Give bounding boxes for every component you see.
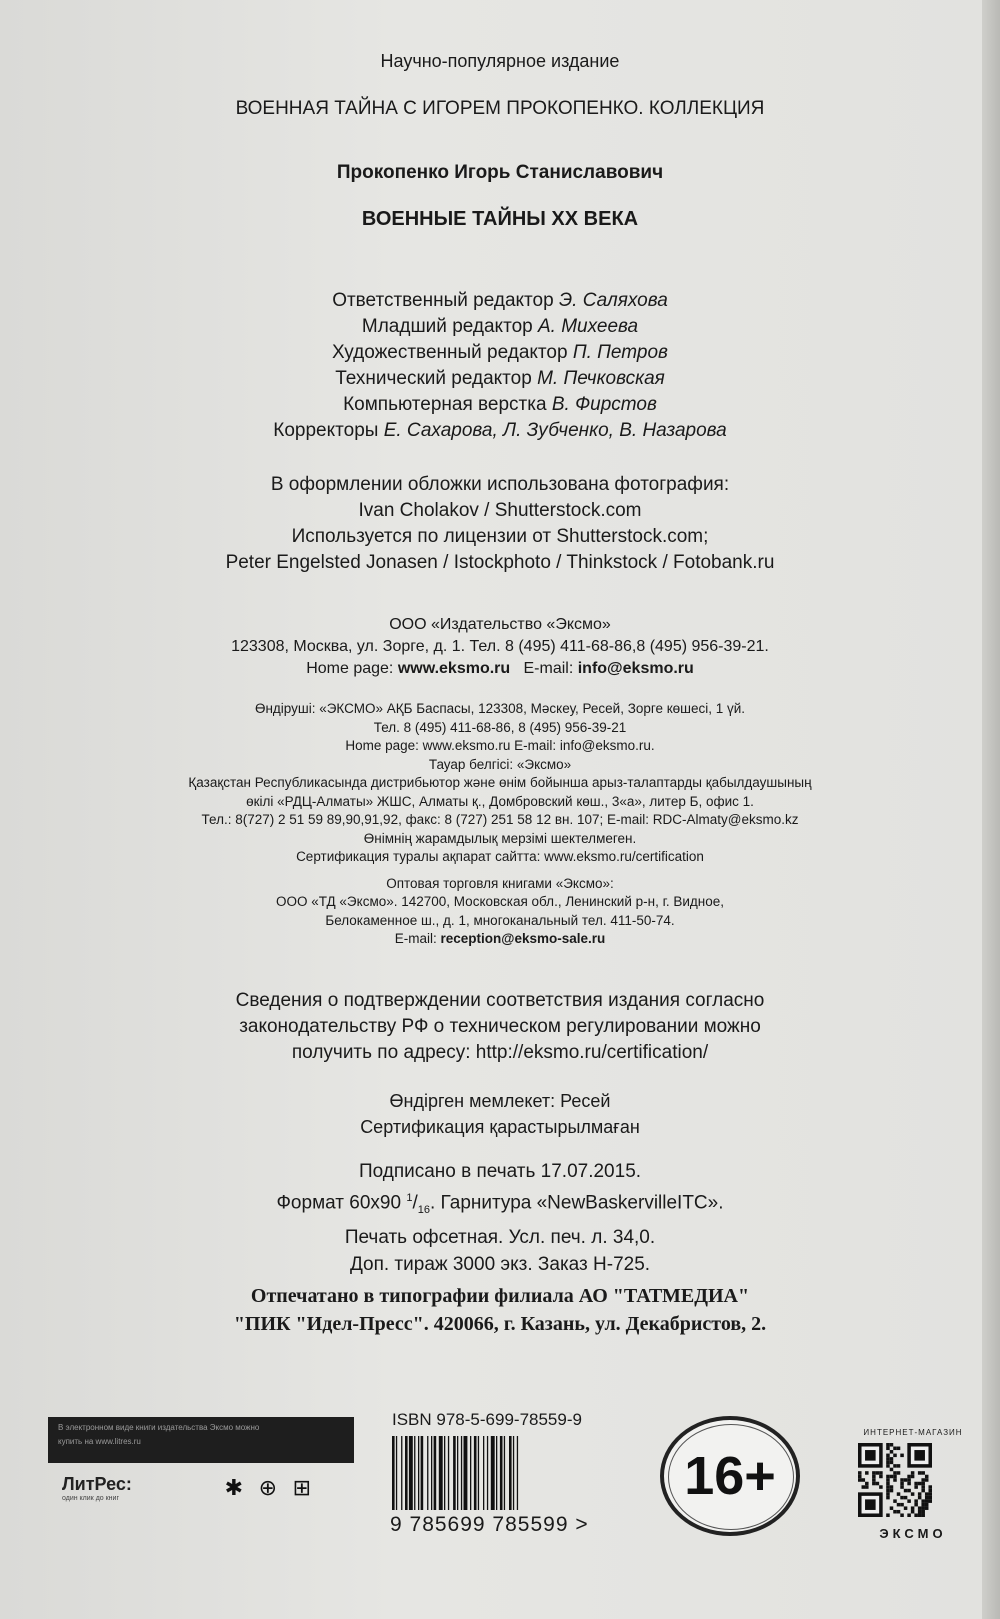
barcode-bar: [453, 1436, 456, 1510]
qr-module: [907, 1482, 911, 1486]
barcode-bar: [448, 1436, 449, 1510]
qr-module: [872, 1471, 876, 1475]
kazakh-distribution-info: Өндіруші: «ЭКСМО» АҚБ Баспасы, 123308, Мәскеу, Ресей, Зорге көшесі, 1 үй. Тел. 8 (495) 411-68-86, 8 (495) 956-39-21 Home page: www.eksmo.ru E-mail: info@eksmo.ru. Тауар белгісі: «Эксмо» Қазақстан Республикасында дистрибьютор және өнім бойынша арыз-талаптарды қабылдаушының өкілі «РДЦ-Алматы» ЖШС, Алматы қ., Домбровский көш., 3«а», литер Б, офис 1. Тел.: 8(727) 2 51 59 89,90,91,92, факс: 8 (727) 251 58 12 вн. 107; E-mail: RDC-Almaty@eksmo.kz Өнімнің жарамдылық мерзімі шектелмеген. Сертификация туралы ақпарат сайтта: www.eksmo.ru/certification Оптовая торговля книгами «Эксмо»: ООО «ТД «Эксмо». 142700, Московская обл., Ленинский р-н, г. Видное, Белокаменное ш., д. 1, многоканальный тел. 411-50-74. E-mail: reception@eksmo-sale.ru: [188, 701, 812, 946]
qr-module: [886, 1478, 890, 1482]
android-icon: ✱: [224, 1475, 244, 1500]
publisher-homepage-link[interactable]: www.eksmo.ru: [397, 660, 511, 677]
qr-module: [921, 1499, 925, 1503]
qr-module: [893, 1475, 897, 1479]
series-line: ВОЕННАЯ ТАЙНА С ИГОРЕМ ПРОКОПЕНКО. КОЛЛЕКЦИЯ: [235, 98, 765, 119]
qr-module: [900, 1503, 904, 1507]
qr-module: [890, 1468, 894, 1472]
qr-module: [890, 1485, 894, 1489]
barcode-bar: [427, 1436, 428, 1510]
isbn-block: [390, 1410, 630, 1537]
barcode-bar: [421, 1436, 424, 1510]
qr-module: [904, 1478, 908, 1482]
qr-module: [886, 1475, 890, 1479]
shop-label: ИНТЕРНЕТ-МАГАЗИН: [863, 1428, 963, 1437]
qr-module: [897, 1471, 901, 1475]
barcode-bar: [439, 1436, 443, 1510]
qr-module: [890, 1457, 894, 1461]
qr-module: [886, 1447, 890, 1451]
barcode-bar: [517, 1436, 518, 1510]
qr-module: [865, 1499, 876, 1510]
qr-module: [900, 1454, 904, 1458]
qr-module: [890, 1475, 894, 1479]
qr-module: [897, 1447, 901, 1451]
qr-module: [921, 1513, 925, 1517]
author-name: Прокопенко Игорь Станиславович: [336, 162, 664, 183]
qr-module: [928, 1499, 932, 1503]
qr-module: [900, 1513, 904, 1517]
qr-module: [921, 1471, 925, 1475]
qr-module: [918, 1506, 922, 1510]
qr-module: [914, 1485, 918, 1489]
qr-module: [862, 1485, 866, 1489]
qr-module: [865, 1485, 869, 1489]
staff-row: Технический редактор М. Печковская: [335, 368, 665, 389]
barcode-bar: [405, 1436, 408, 1510]
qr-module: [886, 1496, 890, 1500]
publisher-email-link[interactable]: info@eksmo.ru: [577, 660, 694, 677]
qr-module: [911, 1471, 915, 1475]
photo-credits: В оформлении обложки использована фотография: Ivan Cholakov / Shutterstock.com Используется по лицензии от Shutterstock.com; Peter Engelsted Jonasen / Istockphoto / Thinkstock / Fotobank.ru: [225, 474, 775, 573]
qr-module: [921, 1503, 925, 1507]
qr-module: [886, 1485, 890, 1489]
age-rating-badge: 16+: [660, 1416, 800, 1536]
qr-module: [900, 1496, 904, 1500]
barcode-bar: [434, 1436, 437, 1510]
qr-module: [900, 1485, 904, 1489]
qr-module: [914, 1513, 918, 1517]
qr-module: [928, 1496, 932, 1500]
qr-module: [925, 1478, 929, 1482]
country-of-origin: Өндірген мемлекет: Ресей Сертификация қарастырылмаған: [360, 1091, 640, 1137]
barcode-bar: [509, 1436, 512, 1510]
qr-module: [865, 1450, 876, 1461]
barcode-bar: [496, 1436, 497, 1510]
barcode-digits: 9 785699 785599 >: [390, 1513, 589, 1536]
qr-module: [876, 1471, 880, 1475]
qr-module: [907, 1475, 911, 1479]
barcode-bar: [461, 1436, 462, 1510]
qr-module: [911, 1492, 915, 1496]
barcode-bar: [478, 1436, 479, 1510]
barcode-bar: [504, 1436, 505, 1510]
staff-row: Ответственный редактор Э. Саляхова: [332, 290, 668, 311]
barcode-bar: [392, 1436, 395, 1510]
qr-module: [872, 1482, 876, 1486]
staff-row: Художественный редактор П. Петров: [332, 342, 668, 363]
barcode-bar: [474, 1436, 477, 1510]
qr-module: [918, 1482, 922, 1486]
qr-module: [900, 1478, 904, 1482]
staff-row: Компьютерная верстка В. Фирстов: [343, 394, 657, 415]
qr-module: [876, 1482, 880, 1486]
qr-module: [886, 1457, 890, 1461]
qr-module: [890, 1450, 894, 1454]
barcode-bar: [418, 1436, 419, 1510]
age-rating-ring: [668, 1424, 794, 1530]
qr-module: [900, 1482, 904, 1486]
qr-module: [886, 1489, 890, 1493]
qr-module: [858, 1475, 862, 1479]
qr-module: [914, 1450, 925, 1461]
barcode-bar: [464, 1436, 468, 1510]
qr-module: [886, 1513, 890, 1517]
qr-module: [862, 1478, 866, 1482]
isbn-text: ISBN 978-5-699-78559-9: [392, 1410, 582, 1429]
print-details: Подписано в печать 17.07.2015. Формат 60х90 $^1/_{16}$. Гарнитура «NewBaskervilleITC». Печать офсетная. Усл. печ. л. 34,0. Доп. тираж 3000 экз. Заказ Н-725.: [276, 1161, 724, 1276]
qr-module: [911, 1506, 915, 1510]
qr-module: [865, 1482, 869, 1486]
barcode-bar: [409, 1436, 413, 1510]
qr-module: [907, 1489, 911, 1493]
qr-module: [918, 1496, 922, 1500]
qr-module: [925, 1475, 929, 1479]
qr-module: [925, 1492, 929, 1496]
barcode-bar: [513, 1436, 514, 1510]
barcode: [390, 1436, 630, 1510]
barcode-bar: [401, 1436, 402, 1510]
barcode-bar: [396, 1436, 397, 1510]
qr-module: [907, 1513, 911, 1517]
barcode-bar: [491, 1436, 495, 1510]
qr-module: [925, 1506, 929, 1510]
qr-module: [914, 1482, 918, 1486]
qr-module: [872, 1475, 876, 1479]
qr-module: [928, 1492, 932, 1496]
qr-module: [879, 1485, 883, 1489]
qr-module: [897, 1510, 901, 1514]
qr-module: [911, 1510, 915, 1514]
qr-module: [872, 1478, 876, 1482]
qr-module: [918, 1513, 922, 1517]
qr-module: [925, 1499, 929, 1503]
qr-module: [904, 1496, 908, 1500]
qr-module: [914, 1503, 918, 1507]
barcode-bar: [487, 1436, 488, 1510]
qr-module: [879, 1471, 883, 1475]
barcode-bar: [431, 1436, 432, 1510]
qr-module: [918, 1510, 922, 1514]
barcode-bar: [414, 1436, 415, 1510]
qr-module: [921, 1482, 925, 1486]
qr-module: [921, 1485, 925, 1489]
qr-module: [858, 1471, 862, 1475]
qr-module: [879, 1475, 883, 1479]
litres-banner: [48, 1417, 354, 1513]
qr-module: [886, 1482, 890, 1486]
qr-module: [904, 1506, 908, 1510]
windows-icon: ⊞: [292, 1475, 312, 1500]
qr-module: [918, 1471, 922, 1475]
qr-module: [897, 1503, 901, 1507]
qr-module: [858, 1478, 862, 1482]
barcode-bar: [483, 1436, 484, 1510]
qr-module: [897, 1464, 901, 1468]
barcode-bar: [500, 1436, 503, 1510]
qr-module: [907, 1478, 911, 1482]
printer-info: Отпечатано в типографии филиала АО "ТАТМЕДИА" "ПИК "Идел-Пресс". 420066, г. Казань, ул. Декабристов, 2.: [233, 1285, 767, 1335]
certification-info: Сведения о подтверждении соответствия издания согласно законодательству РФ о техническом регулировании можно получить по адресу: http://eksmo.ru/certification/: [235, 990, 765, 1063]
barcode-bar: [457, 1436, 458, 1510]
qr-module: [921, 1489, 925, 1493]
qr-module: [921, 1506, 925, 1510]
qr-module: [893, 1510, 897, 1514]
qr-module: [893, 1471, 897, 1475]
apple-icon: [188, 1476, 212, 1500]
qr-module: [886, 1492, 890, 1496]
qr-module: [925, 1496, 929, 1500]
qr-module: [897, 1492, 901, 1496]
genre-line: Научно-популярное издание: [380, 51, 620, 71]
qr-module: [928, 1489, 932, 1493]
litres-logo: ЛитРес: один клик до книг: [62, 1474, 132, 1502]
qr-module: [886, 1454, 890, 1458]
qr-module: [890, 1506, 894, 1510]
windows-phone-icon: ⊕: [258, 1475, 278, 1500]
qr-module: [904, 1489, 908, 1493]
qr-module: [893, 1464, 897, 1468]
qr-module: [893, 1454, 897, 1458]
barcode-bar: [470, 1436, 471, 1510]
publisher-info: ООО «Издательство «Эксмо» 123308, Москва, ул. Зорге, д. 1. Тел. 8 (495) 411-68-86,8 (495) 956-39-21. Home page: www.eksmo.ru E-mail: info@eksmo.ru: [231, 616, 769, 677]
qr-module: [890, 1461, 894, 1465]
shop-brand: ЭКСМО: [879, 1526, 947, 1541]
qr-module: [890, 1443, 894, 1447]
book-title: ВОЕННЫЕ ТАЙНЫ XX ВЕКА: [361, 208, 639, 230]
qr-module: [886, 1461, 890, 1465]
wholesale-email-link[interactable]: reception@eksmo-sale.ru: [440, 931, 606, 946]
staff-row: Корректоры Е. Сахарова, Л. Зубченко, В. Назарова: [273, 420, 727, 441]
qr-module: [865, 1471, 869, 1475]
barcode-bar: [444, 1436, 445, 1510]
litres-promo-text: В электронном виде книги издательства Эксмо можно купить на www.litres.ru: [48, 1417, 354, 1463]
qr-module: [893, 1447, 897, 1451]
qr-module: [907, 1499, 911, 1503]
qr-module: [921, 1478, 925, 1482]
editorial-staff: [0, 288, 1000, 444]
qr-module: [886, 1464, 890, 1468]
qr-module: [911, 1475, 915, 1479]
qr-module: [921, 1510, 925, 1514]
qr-module: [925, 1503, 929, 1507]
qr-module: [893, 1478, 897, 1482]
qr-module: [886, 1443, 890, 1447]
staff-row: Младший редактор А. Михеева: [361, 316, 639, 337]
qr-module: [893, 1499, 897, 1503]
qr-code[interactable]: [858, 1443, 932, 1517]
shop-qr-block: [858, 1428, 968, 1552]
qr-module: [914, 1499, 918, 1503]
qr-module: [918, 1492, 922, 1496]
qr-module: [890, 1489, 894, 1493]
qr-module: [928, 1485, 932, 1489]
